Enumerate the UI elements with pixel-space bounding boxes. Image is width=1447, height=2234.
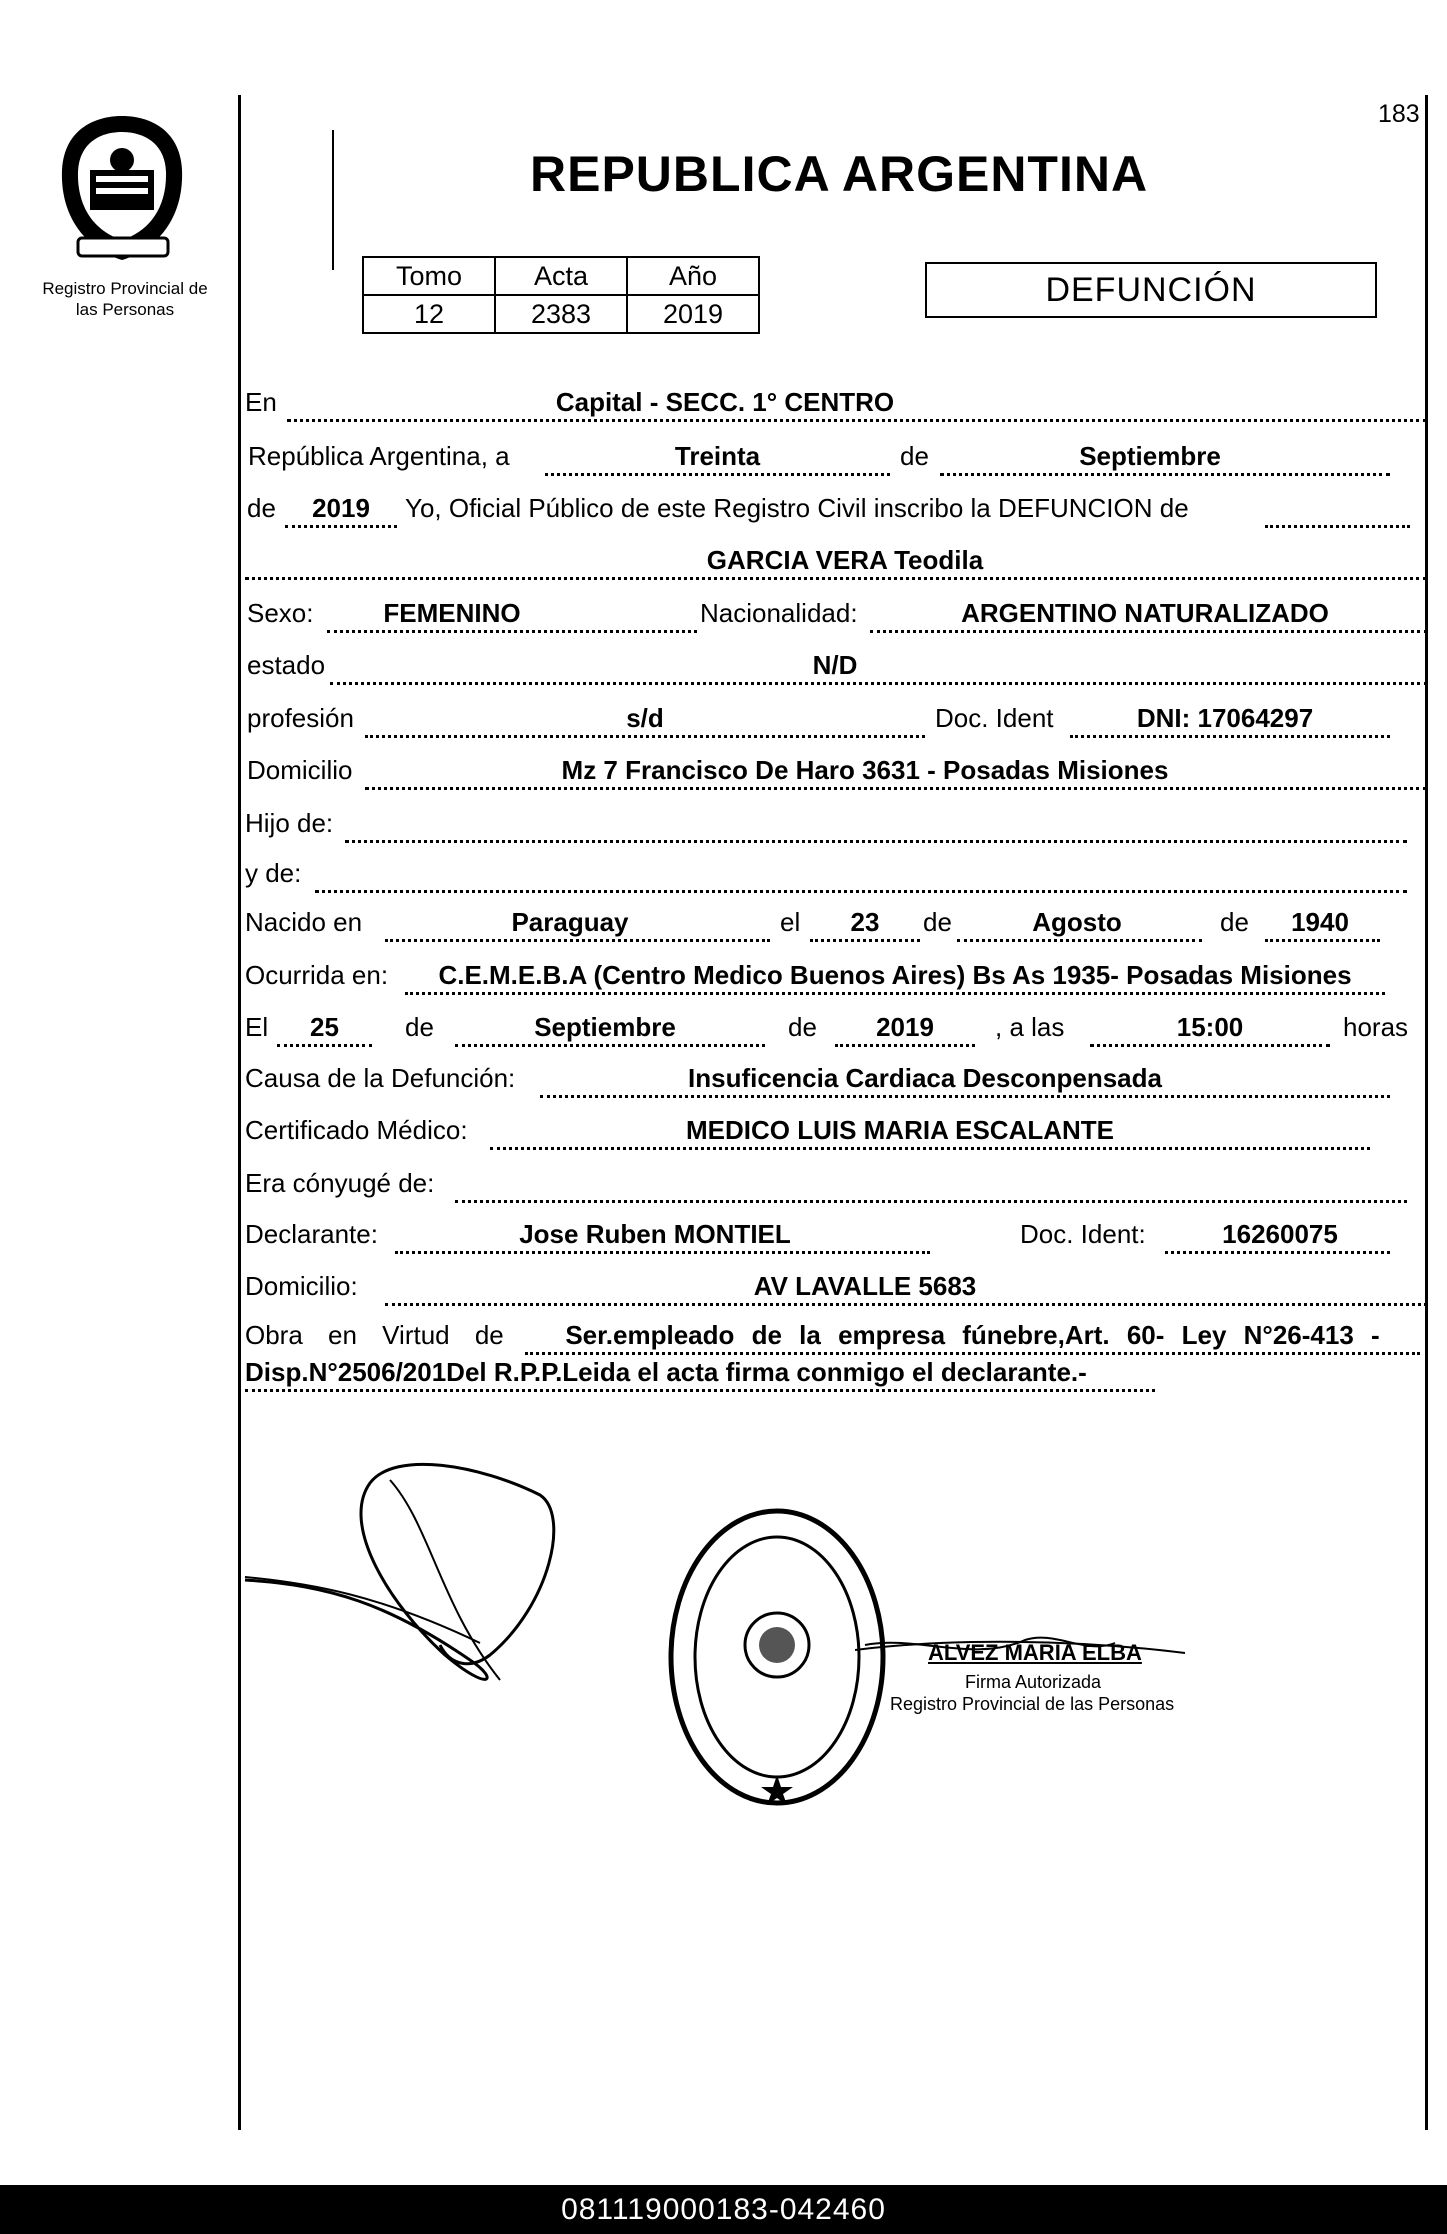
signer-name: ALVEZ MARIA ELBA <box>928 1640 1142 1665</box>
row-republica <box>245 436 1427 480</box>
day-value: Treinta <box>674 441 761 471</box>
row-deceased-name <box>245 540 1427 584</box>
death-month: Septiembre <box>534 1012 676 1042</box>
registry-value-acta: 2383 <box>495 295 627 333</box>
page-title: REPUBLICA ARGENTINA <box>530 146 1149 202</box>
org-label-line1: Registro Provincial de <box>42 279 208 298</box>
doc-ident-label: Doc. Ident <box>935 703 1054 733</box>
declarante-label: Declarante: <box>245 1219 378 1249</box>
domicilio-label: Domicilio <box>247 755 353 785</box>
row-conyuge <box>245 1163 1427 1207</box>
registry-header-tomo: Tomo <box>363 257 495 295</box>
hijo-label: Hijo de: <box>245 808 334 838</box>
el-cap-label: El <box>245 1012 269 1042</box>
declarante-doc-label: Doc. Ident: <box>1020 1219 1146 1249</box>
birth-month: Agosto <box>1032 907 1122 937</box>
row-en <box>245 382 1427 426</box>
sexo-label: Sexo: <box>247 598 314 628</box>
certificado-value: MEDICO LUIS MARIA ESCALANTE <box>685 1115 1115 1145</box>
record-type-box: DEFUNCIÓN <box>925 262 1377 318</box>
obra-value-line2: Disp.N°2506/201Del R.P.P.Leida el acta firma conmigo el declarante.- <box>245 1357 1087 1387</box>
certificado-label: Certificado Médico: <box>245 1115 468 1145</box>
barcode-number: 081119000183-042460 <box>0 2185 1447 2234</box>
row-declarante <box>245 1214 1427 1258</box>
de-label-3: de <box>923 907 952 937</box>
row-obra-2 <box>245 1352 1427 1396</box>
birth-year: 1940 <box>1291 907 1349 937</box>
declarante-value: Jose Ruben MONTIEL <box>519 1219 791 1249</box>
row-domicilio-declarante <box>245 1266 1427 1310</box>
registry-header-acta: Acta <box>495 257 627 295</box>
org-label <box>20 278 230 320</box>
causa-value: Insuficencia Cardiaca Desconpensada <box>688 1063 1162 1093</box>
year-value: 2019 <box>312 493 370 523</box>
de-label-6: de <box>788 1012 817 1042</box>
ocurrida-label: Ocurrida en: <box>245 960 389 990</box>
estado-value: N/D <box>812 650 858 680</box>
domicilio2-label: Domicilio: <box>245 1271 358 1301</box>
declarant-signature <box>240 1455 660 1715</box>
birth-day: 23 <box>850 907 880 937</box>
row-nacido <box>245 902 1427 946</box>
inner-mark-line <box>332 130 334 270</box>
causa-label: Causa de la Defunción: <box>245 1063 516 1093</box>
page-number: 183 <box>1378 100 1420 128</box>
nacido-value: Paraguay <box>511 907 629 937</box>
conyuge-label: Era cónyugé de: <box>245 1168 435 1198</box>
row-ocurrida <box>245 955 1427 999</box>
signer-org: Registro Provincial de las Personas <box>890 1694 1175 1714</box>
doc-ident-value: DNI: 17064297 <box>1136 703 1314 733</box>
month-value: Septiembre <box>1079 441 1221 471</box>
row-certificado <box>245 1110 1427 1154</box>
row-death-date <box>245 1007 1427 1051</box>
declarante-doc-value: 16260075 <box>1222 1219 1338 1249</box>
domicilio-value: Mz 7 Francisco De Haro 3631 - Posadas Misiones <box>561 755 1169 785</box>
de-label-5: de <box>405 1012 434 1042</box>
registry-value-tomo: 12 <box>363 295 495 333</box>
row-inscribo <box>245 488 1427 532</box>
republica-label: República Argentina, a <box>248 441 510 471</box>
row-estado <box>245 645 1427 689</box>
death-day: 25 <box>310 1012 339 1042</box>
el-label: el <box>780 907 801 937</box>
en-label: En <box>245 387 277 417</box>
registry-value-anio: 2019 <box>627 295 759 333</box>
obra-value-line1: Ser.empleado de la empresa fúnebre,Art. 60- Ley N°26-413 - <box>565 1320 1380 1350</box>
de-label-2: de <box>247 493 276 523</box>
row-yde <box>245 853 1427 897</box>
registry-header-anio: Año <box>627 257 759 295</box>
row-domicilio <box>245 750 1427 794</box>
nacido-label: Nacido en <box>245 907 363 937</box>
yde-label: y de: <box>245 858 302 888</box>
de-label-1: de <box>900 441 929 471</box>
domicilio2-value: AV LAVALLE 5683 <box>753 1271 977 1301</box>
row-sexo <box>245 593 1427 637</box>
ocurrida-value: C.E.M.E.B.A (Centro Medico Buenos Aires) Bs As 1935- Posadas Misiones <box>438 960 1352 990</box>
left-margin-line <box>238 95 241 2130</box>
de-label-4: de <box>1220 907 1249 937</box>
estado-label: estado <box>247 650 326 680</box>
signer-role: Firma Autorizada <box>965 1672 1102 1692</box>
nacionalidad-label: Nacionalidad: <box>700 598 858 628</box>
horas-label: horas <box>1343 1012 1409 1042</box>
sexo-value: FEMENINO <box>383 598 521 628</box>
org-label-line2: las Personas <box>75 300 175 319</box>
profesion-label: profesión <box>247 703 354 733</box>
alas-label: , a las <box>995 1012 1065 1042</box>
obra-label: Obra en Virtud de <box>245 1320 504 1350</box>
nacionalidad-value: ARGENTINO NATURALIZADO <box>961 598 1329 628</box>
row-causa <box>245 1058 1427 1102</box>
row-profesion <box>245 698 1427 742</box>
row-hijo <box>245 803 1427 847</box>
profesion-value: s/d <box>626 703 664 733</box>
death-year: 2019 <box>876 1012 934 1042</box>
registry-table <box>362 256 760 334</box>
death-time: 15:00 <box>1176 1012 1244 1042</box>
province-emblem <box>50 110 195 270</box>
inscribo-text: Yo, Oficial Público de este Registro Civil inscribo la DEFUNCION de <box>405 493 1189 523</box>
deceased-name: GARCIA VERA Teodila <box>706 545 984 575</box>
en-value: Capital - SECC. 1° CENTRO <box>555 387 895 417</box>
